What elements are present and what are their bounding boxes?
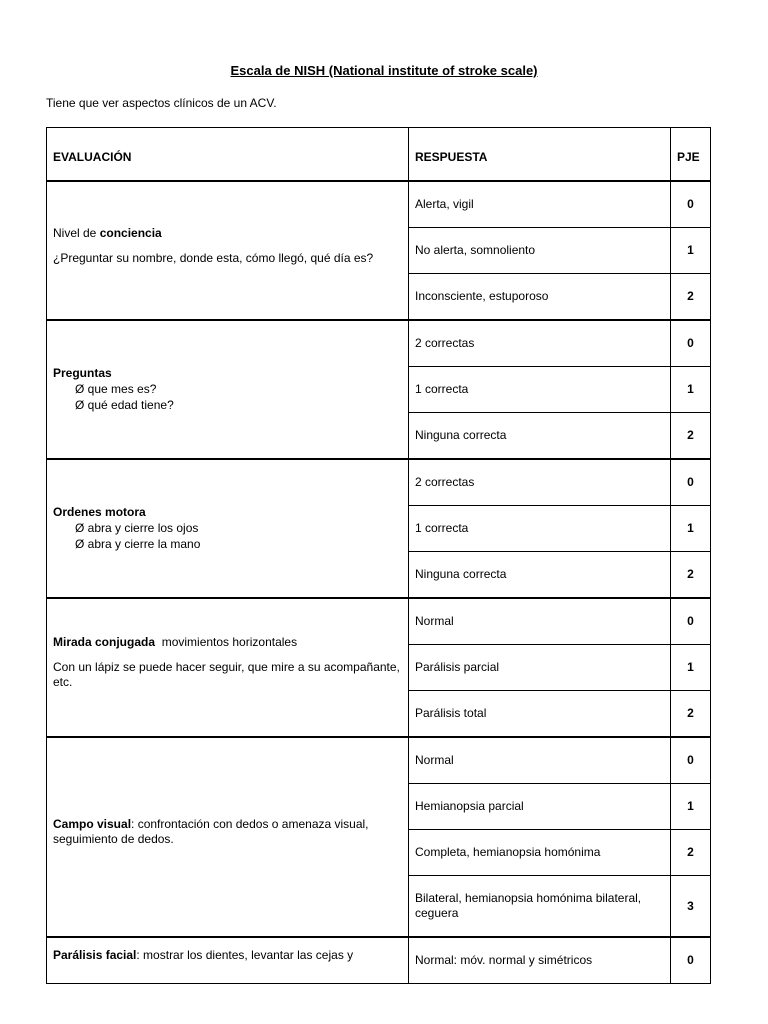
response-cell: Ninguna correcta <box>409 413 671 460</box>
table-row <box>47 737 711 784</box>
response-cell: 1 correcta <box>409 506 671 552</box>
score-cell: 0 <box>671 459 711 506</box>
evaluation-name-bold: Parálisis facial <box>53 948 137 962</box>
table-body <box>47 181 711 984</box>
evaluation-name-bold: Ordenes motora <box>53 504 146 519</box>
response-cell: 2 correctas <box>409 320 671 367</box>
response-cell: 1 correcta <box>409 367 671 413</box>
table-row <box>47 598 711 645</box>
score-cell: 1 <box>671 228 711 274</box>
evaluation-subitem: Ø que mes es? <box>75 381 157 396</box>
score-cell: 2 <box>671 691 711 738</box>
response-cell: Parálisis total <box>409 691 671 738</box>
score-cell: 1 <box>671 506 711 552</box>
response-cell: Ninguna correcta <box>409 552 671 599</box>
score-cell: 0 <box>671 320 711 367</box>
table-row <box>47 181 711 228</box>
evaluation-name-suffix: : mostrar los dientes, levantar las cejas y <box>136 948 354 962</box>
score-cell: 2 <box>671 552 711 599</box>
intro-text: Tiene que ver aspectos clínicos de un ACV. <box>46 96 277 110</box>
evaluation-subitem: Ø qué edad tiene? <box>75 398 174 412</box>
evaluation-name-bold: Campo visual <box>53 817 132 831</box>
response-cell: Normal <box>409 737 671 784</box>
score-cell: 0 <box>671 181 711 228</box>
response-cell: Hemianopsia parcial <box>409 784 671 830</box>
evaluation-cell <box>47 320 409 459</box>
response-cell: Normal <box>409 598 671 645</box>
score-cell: 2 <box>671 830 711 876</box>
response-cell: Completa, hemianopsia homónima <box>409 830 671 876</box>
evaluation-name <box>53 505 402 520</box>
evaluation-cell <box>47 937 409 984</box>
nihss-table <box>46 127 711 984</box>
response-cell: No alerta, somnoliento <box>409 228 671 274</box>
response-cell: Bilateral, hemianopsia homónima bilateral, ceguera <box>409 876 671 938</box>
score-cell: 0 <box>671 937 711 984</box>
table-row <box>47 320 711 367</box>
score-cell: 2 <box>671 413 711 460</box>
document-title: Escala de NISH (National institute of stroke scale) <box>230 63 538 78</box>
evaluation-name-prefix: Nivel de <box>53 225 100 240</box>
score-cell: 3 <box>671 876 711 938</box>
evaluation-name <box>53 817 402 847</box>
score-cell: 1 <box>671 367 711 413</box>
header-score: PJE <box>671 128 711 182</box>
response-cell: Parálisis parcial <box>409 645 671 691</box>
evaluation-name <box>53 226 402 241</box>
evaluation-name <box>53 635 402 650</box>
evaluation-cell <box>47 181 409 320</box>
evaluation-description: Con un lápiz se puede hacer seguir, que mire a su acompañante, etc. <box>53 660 400 689</box>
evaluation-description: ¿Preguntar su nombre, donde esta, cómo llegó, qué día es? <box>53 250 374 265</box>
evaluation-subitem: Ø abra y cierre los ojos <box>75 520 199 535</box>
response-cell: Normal: móv. normal y simétricos <box>409 937 671 984</box>
evaluation-name-bold: Preguntas <box>53 365 112 380</box>
evaluation-cell <box>47 737 409 937</box>
evaluation-cell <box>47 459 409 598</box>
table-row <box>47 459 711 506</box>
table-header-row <box>47 128 711 182</box>
evaluation-name <box>53 366 402 381</box>
evaluation-name <box>53 948 402 963</box>
evaluation-name-suffix: : confrontación con dedos o amenaza visual, seguimiento de dedos. <box>53 817 372 846</box>
score-cell: 2 <box>671 274 711 321</box>
evaluation-subitem: Ø abra y cierre la mano <box>75 537 201 551</box>
evaluation-name-bold: Mirada conjugada <box>53 635 156 649</box>
score-cell: 0 <box>671 598 711 645</box>
score-cell: 1 <box>671 784 711 830</box>
header-evaluation: EVALUACIÓN <box>47 128 409 182</box>
header-response: RESPUESTA <box>409 128 671 182</box>
score-cell: 0 <box>671 737 711 784</box>
score-cell: 1 <box>671 645 711 691</box>
response-cell: Inconsciente, estuporoso <box>409 274 671 321</box>
evaluation-name-suffix: movimientos horizontales <box>155 635 298 649</box>
evaluation-name-bold: conciencia <box>99 225 162 240</box>
response-cell: 2 correctas <box>409 459 671 506</box>
table-row <box>47 937 711 984</box>
evaluation-cell <box>47 598 409 737</box>
response-cell: Alerta, vigil <box>409 181 671 228</box>
